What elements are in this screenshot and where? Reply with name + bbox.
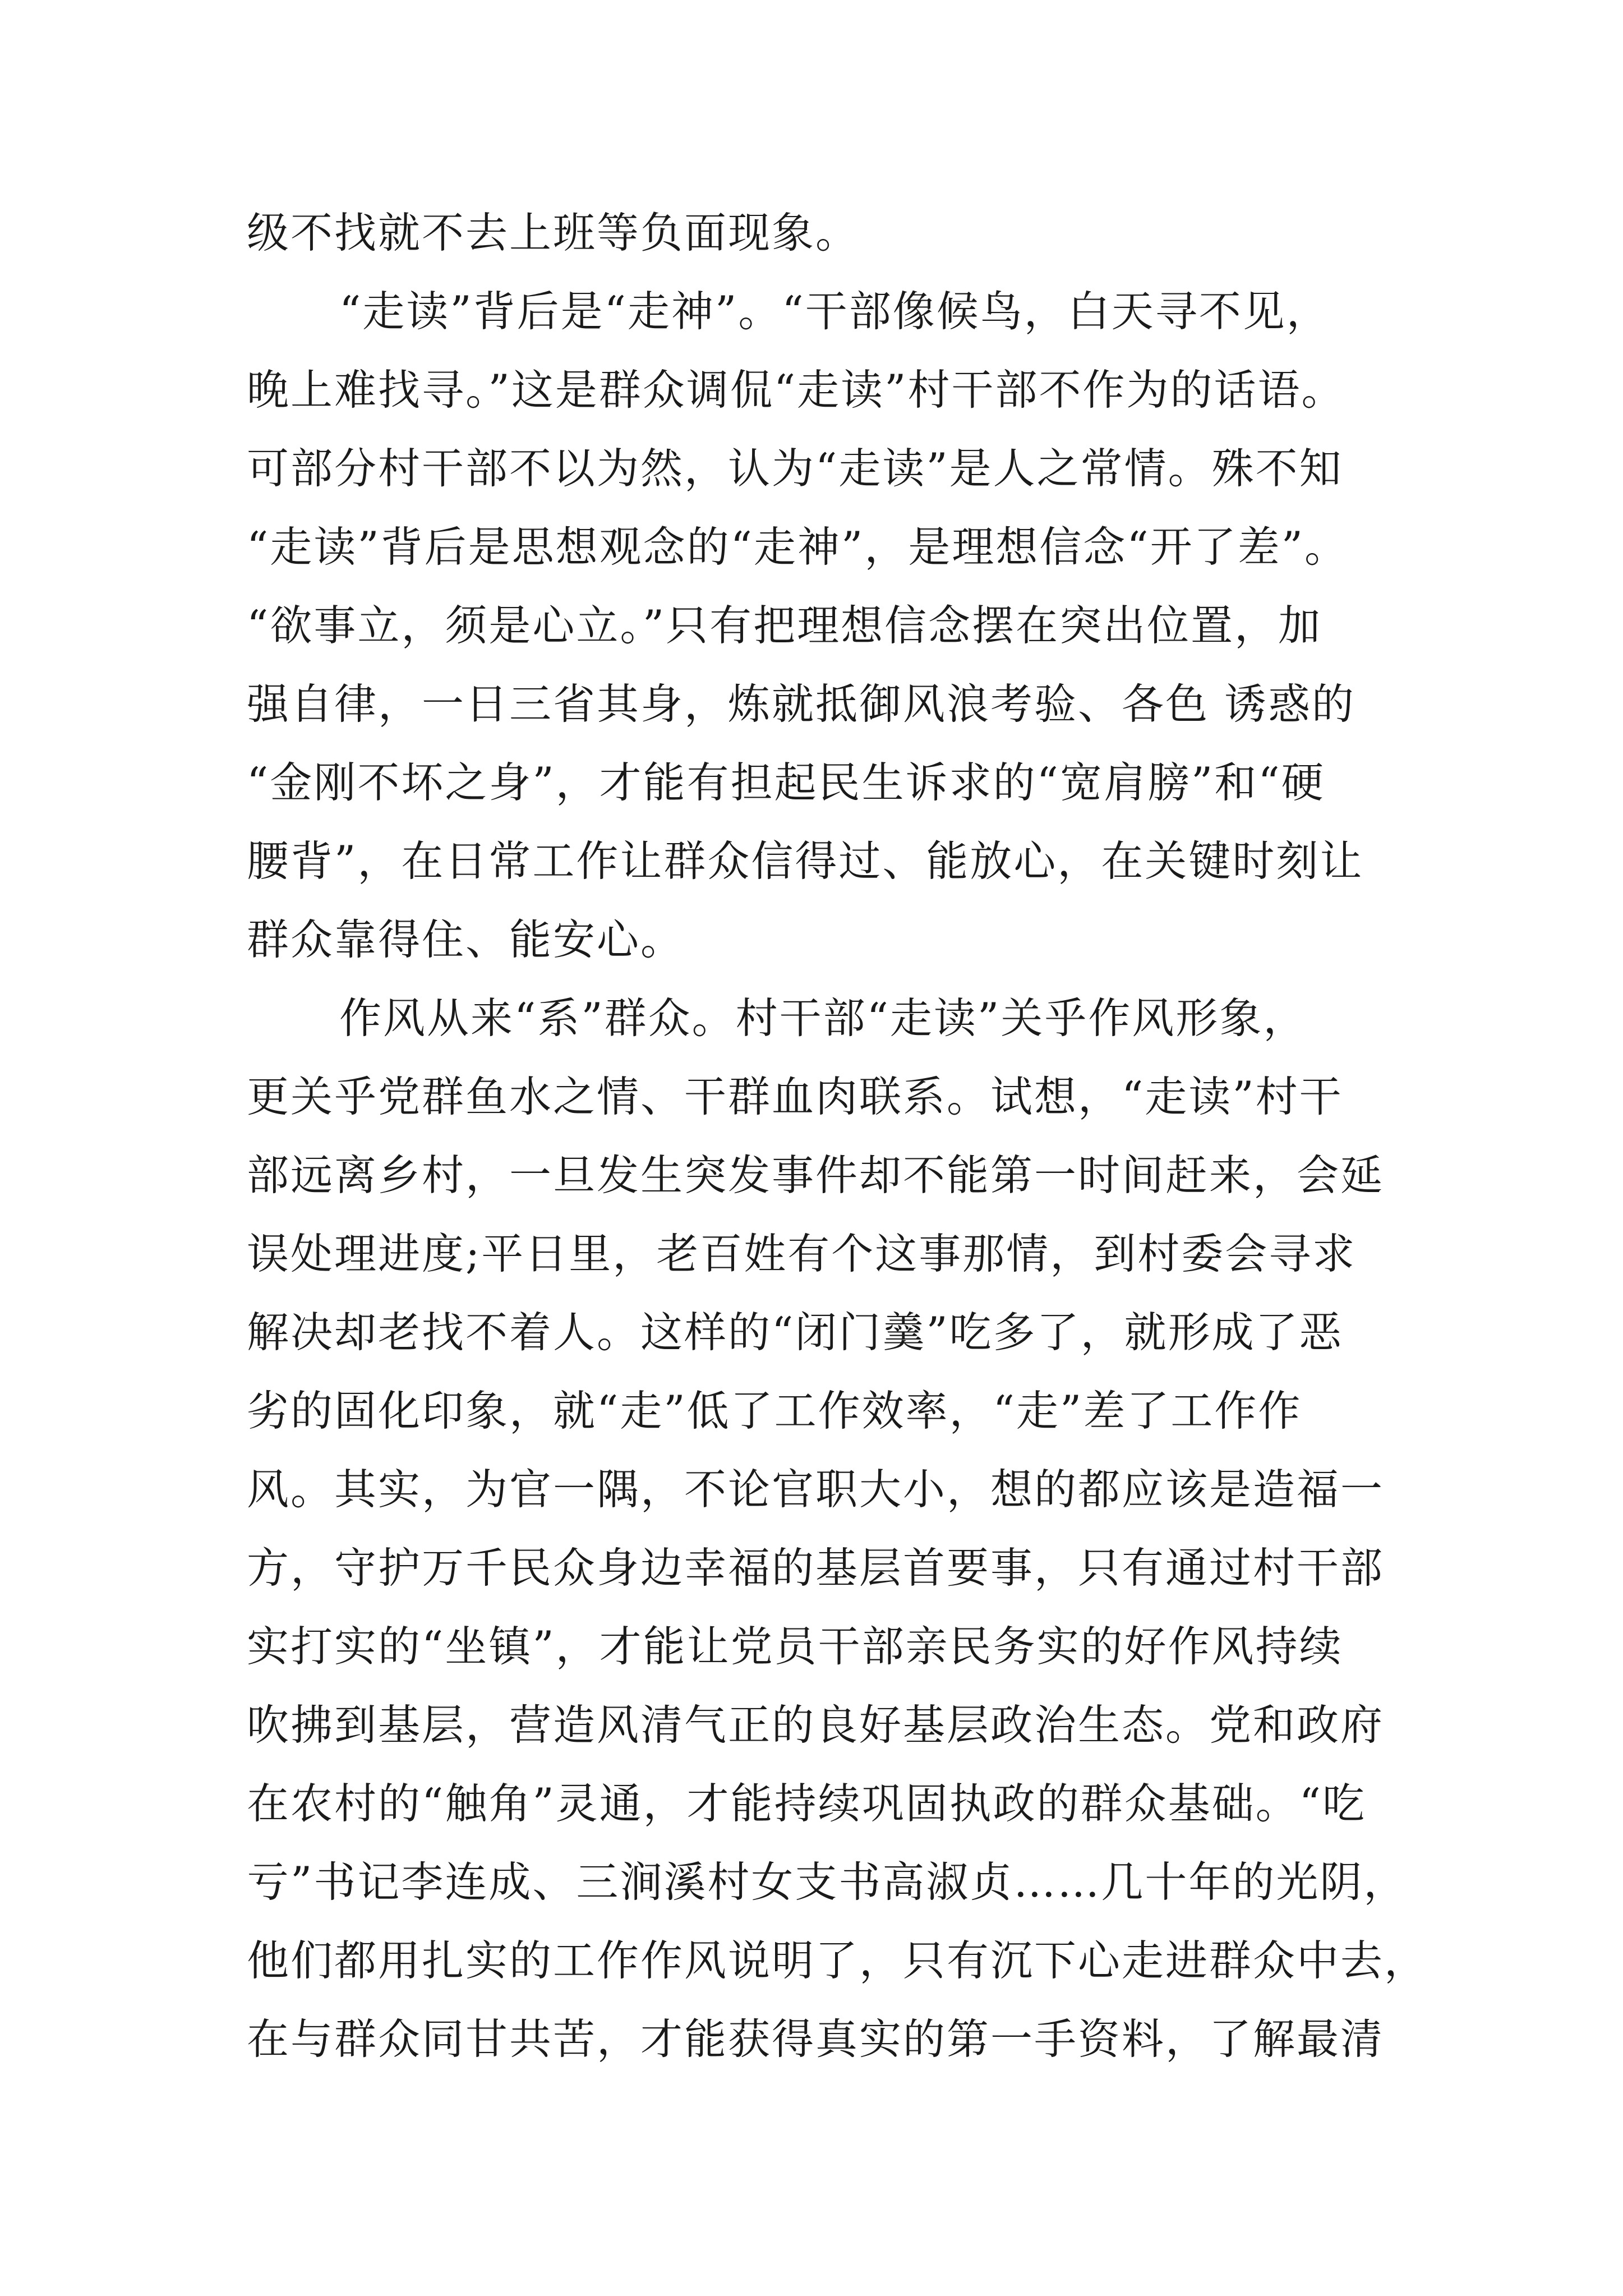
text-line: “欲事立，须是心立。”只有把理想信念摆在突出位置，加 xyxy=(247,601,1322,650)
text-line: “走读”背后是思想观念的“走神”，是理想信念“开了差”。 xyxy=(247,522,1349,572)
text-line: 部远离乡村，一旦发生突发事件却不能第一时间赶来，会延 xyxy=(247,1151,1385,1200)
text-line: 吹拂到基层，营造风清气正的良好基层政治生态。党和政府 xyxy=(247,1700,1385,1750)
text-line: “金刚不坏之身”，才能有担起民生诉求的“宽肩膀”和“硬 xyxy=(247,758,1325,807)
text-line: 群众靠得住、能安心。 xyxy=(247,915,685,964)
text-line: 他们都用扎实的工作作风说明了，只有沉下心走进群众中去， xyxy=(247,1936,1428,1985)
text-line: 级不找就不去上班等负面现象。 xyxy=(247,208,860,257)
text-line: 在农村的“触角”灵通，才能持续巩固执政的群众基础。“吃 xyxy=(247,1779,1367,1828)
text-line: 在与群众同甘共苦，才能获得真实的第一手资料，了解最清 xyxy=(247,2014,1385,2064)
text-line: 方，守护万千民众身边幸福的基层首要事，只有通过村干部 xyxy=(247,1543,1385,1593)
text-line: 亏”书记李连成、三涧溪村女支书高淑贞……几十年的光阴， xyxy=(247,1857,1408,1907)
text-line: 强自律，一日三省其身，炼就抵御风浪考验、各色 诱惑的 xyxy=(247,679,1355,729)
text-line: “走读”背后是“走神”。“干部像候鸟，白天寻不见， xyxy=(339,287,1330,336)
text-line: 劣的固化印象，就“走”低了工作效率，“走”差了工作作 xyxy=(247,1386,1302,1435)
text-line: 误处理进度;平日里，老百姓有个这事那情，到村委会寻求 xyxy=(247,1229,1357,1278)
text-line: 解决却老找不着人。这样的“闭门羹”吃多了，就形成了恶 xyxy=(247,1308,1343,1357)
text-line: 作风从来“系”群众。村干部“走读”关乎作风形象， xyxy=(339,993,1307,1043)
text-line: 可部分村干部不以为然，认为“走读”是人之常情。殊不知 xyxy=(247,444,1343,493)
text-line: 更关乎党群鱼水之情、干群血肉联系。试想，“走读”村干 xyxy=(247,1072,1343,1121)
text-line: 实打实的“坐镇”，才能让党员干部亲民务实的好作风持续 xyxy=(247,1622,1343,1671)
text-line: 风。其实，为官一隅，不论官职大小，想的都应该是造福一 xyxy=(247,1465,1385,1514)
text-line: 晚上难找寻。”这是群众调侃“走读”村干部不作为的话语。 xyxy=(247,365,1345,415)
text-line: 腰背”，在日常工作让群众信得过、能放心，在关键时刻让 xyxy=(247,836,1364,886)
